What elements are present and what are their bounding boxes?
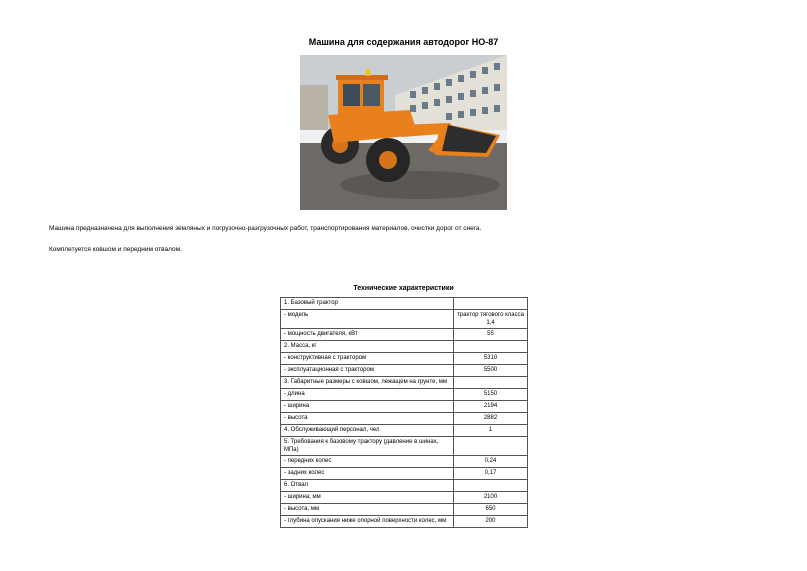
spec-value: 5310 xyxy=(454,353,528,365)
spec-value: 2194 xyxy=(454,401,528,413)
spec-name: - эксплуатационная с трактором xyxy=(281,365,454,377)
spec-name: 3. Габаритные размеры с ковшом, лежащем на грунте, мм xyxy=(281,377,454,389)
equipment-paragraph: Комплетуется ковшом и передним отвалом. xyxy=(49,246,182,253)
spec-name: - высота xyxy=(281,413,454,425)
document-title: Машина для содержания автодорог НО-87 xyxy=(308,37,499,47)
spec-name: - мощность двигателя, кВт xyxy=(281,329,454,341)
spec-value: 1 xyxy=(454,425,528,437)
spec-value: 0,17 xyxy=(454,468,528,480)
spec-value: 55 xyxy=(454,329,528,341)
spec-name: 6. Отвал xyxy=(281,480,454,492)
machine-photo xyxy=(300,55,507,210)
spec-value: трактор тягового класса 1,4 xyxy=(454,310,528,329)
spec-value xyxy=(454,341,528,353)
spec-value xyxy=(454,377,528,389)
table-row xyxy=(281,341,528,353)
spec-name: - передних колес xyxy=(281,456,454,468)
table-row xyxy=(281,298,528,310)
spec-value xyxy=(454,437,528,456)
spec-name: - длина xyxy=(281,389,454,401)
table-row xyxy=(281,468,528,480)
table-row xyxy=(281,365,528,377)
table-row xyxy=(281,492,528,504)
spec-table xyxy=(280,297,528,528)
table-row xyxy=(281,310,528,329)
spec-value: 2882 xyxy=(454,413,528,425)
spec-value xyxy=(454,480,528,492)
spec-name: - глубина опускания ниже опорной поверхности колес, мм xyxy=(281,516,454,528)
spec-value: 650 xyxy=(454,504,528,516)
table-row xyxy=(281,413,528,425)
spec-value: 200 xyxy=(454,516,528,528)
spec-name: - конструктивная с трактором xyxy=(281,353,454,365)
table-row xyxy=(281,353,528,365)
table-row xyxy=(281,516,528,528)
spec-name: - высота, мм xyxy=(281,504,454,516)
table-row xyxy=(281,377,528,389)
table-row xyxy=(281,456,528,468)
spec-name: - модель xyxy=(281,310,454,329)
spec-value: 2100 xyxy=(454,492,528,504)
table-row xyxy=(281,425,528,437)
spec-name: 5. Требования к базовому трактору (давление в шинах, МПа) xyxy=(281,437,454,456)
spec-table-title: Технические характеристики xyxy=(353,285,454,292)
spec-name: 1. Базовый трактор xyxy=(281,298,454,310)
table-row xyxy=(281,389,528,401)
table-row xyxy=(281,329,528,341)
spec-name: 2. Масса, кг xyxy=(281,341,454,353)
table-row xyxy=(281,401,528,413)
spec-value: 5150 xyxy=(454,389,528,401)
spec-value: 5500 xyxy=(454,365,528,377)
spec-name: - ширина xyxy=(281,401,454,413)
spec-name: - задних колес xyxy=(281,468,454,480)
table-row xyxy=(281,504,528,516)
spec-value xyxy=(454,298,528,310)
spec-name: - ширина, мм xyxy=(281,492,454,504)
table-row xyxy=(281,480,528,492)
spec-name: 4. Обслуживающий персонал, чел xyxy=(281,425,454,437)
spec-value: 0,24 xyxy=(454,456,528,468)
table-row xyxy=(281,437,528,456)
description-paragraph: Машина предназначена для выполнения земляных и погрузочно-разгрузочных работ, транспортирования материалов, очистки дорог от снега. xyxy=(49,225,482,232)
